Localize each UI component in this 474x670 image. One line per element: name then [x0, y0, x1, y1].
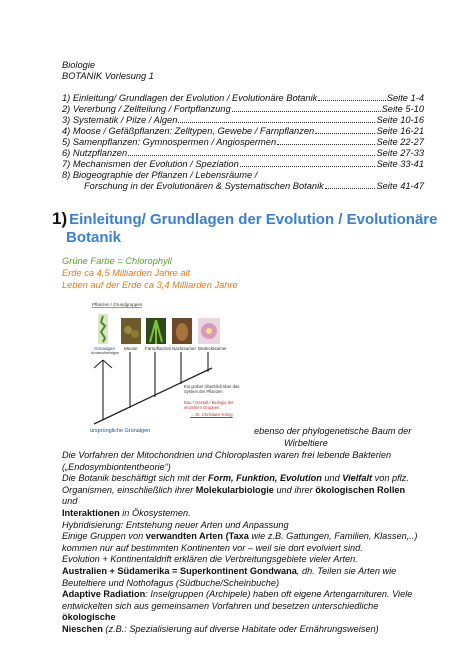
thumb-gymnosperms	[172, 318, 192, 344]
figure-note-overview: Ein grober Überblick über das System der Pflanzen	[184, 384, 240, 394]
fact-earth-age: Erde ca 4,5 Milliarden Jahre alt	[62, 268, 191, 278]
group-sub-label: Armleuchteralgen	[91, 351, 120, 355]
fact-life-age: Leben auf der Erde ca 3,4 Milliarden Jahre	[62, 280, 238, 290]
toc-item: 2) Vererbung / Zellteilung / Fortpflanzung Seite 5-10	[62, 104, 424, 114]
figure-note-structure: Bau / Gestalt / Biologie der einzelnen Gruppen:	[184, 400, 234, 410]
caption-line1: ebenso der phylogenetische Baum der	[254, 426, 412, 436]
phylogeny-tree	[88, 300, 252, 448]
para-endosymbiont-1: Die Vorfahren der Mitochondrien und Chloroplasten waren frei lebende Bakterien	[62, 450, 392, 460]
group-label: Nacktsamer	[172, 346, 197, 351]
figure-top-label: Pflanzen / Grundgruppen	[92, 302, 143, 307]
para-radiation-2: entwickelten sich aus gemeinsamen Vorfahren und besetzen unterschiedliche ökologische	[62, 600, 379, 623]
group-label: Grünalgen	[94, 346, 116, 351]
para-radiation-3: Nieschen (z.B.: Spezialisierung auf diverse Habitate oder Ernährungsweisen)	[62, 623, 379, 634]
toc-item: 3) Systematik / Pilze / Algen Seite 10-16	[62, 115, 424, 125]
para-endosymbiont-2: („Endosymbiontentheorie“)	[62, 461, 171, 472]
thumb-angiosperms	[198, 318, 220, 344]
section-number: 1)	[52, 209, 68, 228]
toc-item: 1) Einleitung/ Grundlagen der Evolution / Evolutionäre Botanik Seite 1-4	[62, 93, 424, 103]
header-course: BOTANIK Vorlesung 1	[62, 71, 154, 81]
group-label: Moose	[124, 346, 138, 351]
para-gondwana: Australien + Südamerika = Superkontinent Gondwana, dh. Teilen sie Arten wie	[62, 565, 397, 576]
caption-line2: Wirbeltiere	[284, 438, 328, 448]
para-botany-3: Interaktionen in Ökosystemen.	[62, 507, 191, 518]
toc-item: 7) Mechanismen der Evolution / Speziation Seite 33-41	[62, 159, 424, 169]
thumb-ferns	[146, 318, 166, 344]
thumb-mosses	[121, 318, 141, 344]
group-label: Farnpflanzen	[145, 346, 172, 351]
section-title-line2: Botanik	[66, 229, 122, 246]
para-marsupials: Beuteltiere und Nothofagus (Südbuche/Scheinbuche)	[62, 577, 280, 588]
group-label: Bedecktsamer	[198, 346, 227, 351]
header-subject: Biologie	[62, 60, 96, 70]
toc-item: 8) Biogeographie der Pflanzen / Lebensräume /	[62, 170, 258, 180]
toc-item: 5) Samenpflanzen: Gymnospermen / Angiospermen Seite 22-27	[62, 137, 424, 147]
section-title-line1: Einleitung/ Grundlagen der Evolution / Evolutionäre	[69, 211, 438, 228]
figure-root-label: ursprüngliche Grünalgen	[90, 428, 151, 434]
plant-phylogeny-figure	[88, 300, 252, 448]
section-heading	[52, 210, 437, 247]
para-hybridisation: Hybridisierung: Entstehung neuer Arten und Anpassung	[62, 519, 289, 530]
toc-item: 4) Moose / Gefäßpflanzen: Zelltypen, Gewebe / Farnpflanzen Seite 16-21	[62, 126, 424, 136]
figure-caption	[254, 425, 411, 449]
toc-item: 6) Nutzpflanzen Seite 27-33	[62, 148, 424, 158]
toc-item: Forschung in der Evolutionären & Systematischen Botanik Seite 41-47	[84, 181, 424, 191]
para-botany-2: Organismen, einschließlich ihrer Molekularbiologie und ihrer ökologischen Rollen und	[62, 484, 406, 507]
para-taxa-2: kommen nur auf bestimmten Kontinenten vor – weil sie dort evolviert sind.	[62, 542, 363, 553]
fact-chlorophyll: Grüne Farbe = Chlorophyll	[62, 256, 172, 266]
para-radiation-1: Adaptive Radiation: Inselgruppen (Archipele) haben oft eigene Artengarnituren. Viele	[62, 589, 413, 600]
body-paragraphs	[62, 450, 422, 636]
para-taxa-1: Einige Gruppen von verwandten Arten (Taxa wie z.B. Gattungen, Familien, Klassen,..)	[62, 531, 418, 542]
para-botany-1: Die Botanik beschäftigt sich mit der Form, Funktion, Evolution und Vielfalt von pflz.	[62, 473, 409, 484]
thumb-green-algae	[98, 314, 108, 344]
figure-note-author: → Dr. Christiane König	[190, 412, 233, 417]
para-continental-drift: Evolution + Kontinentaldrift erklären die Verbreitungsgebiete vieler Arten.	[62, 554, 358, 565]
